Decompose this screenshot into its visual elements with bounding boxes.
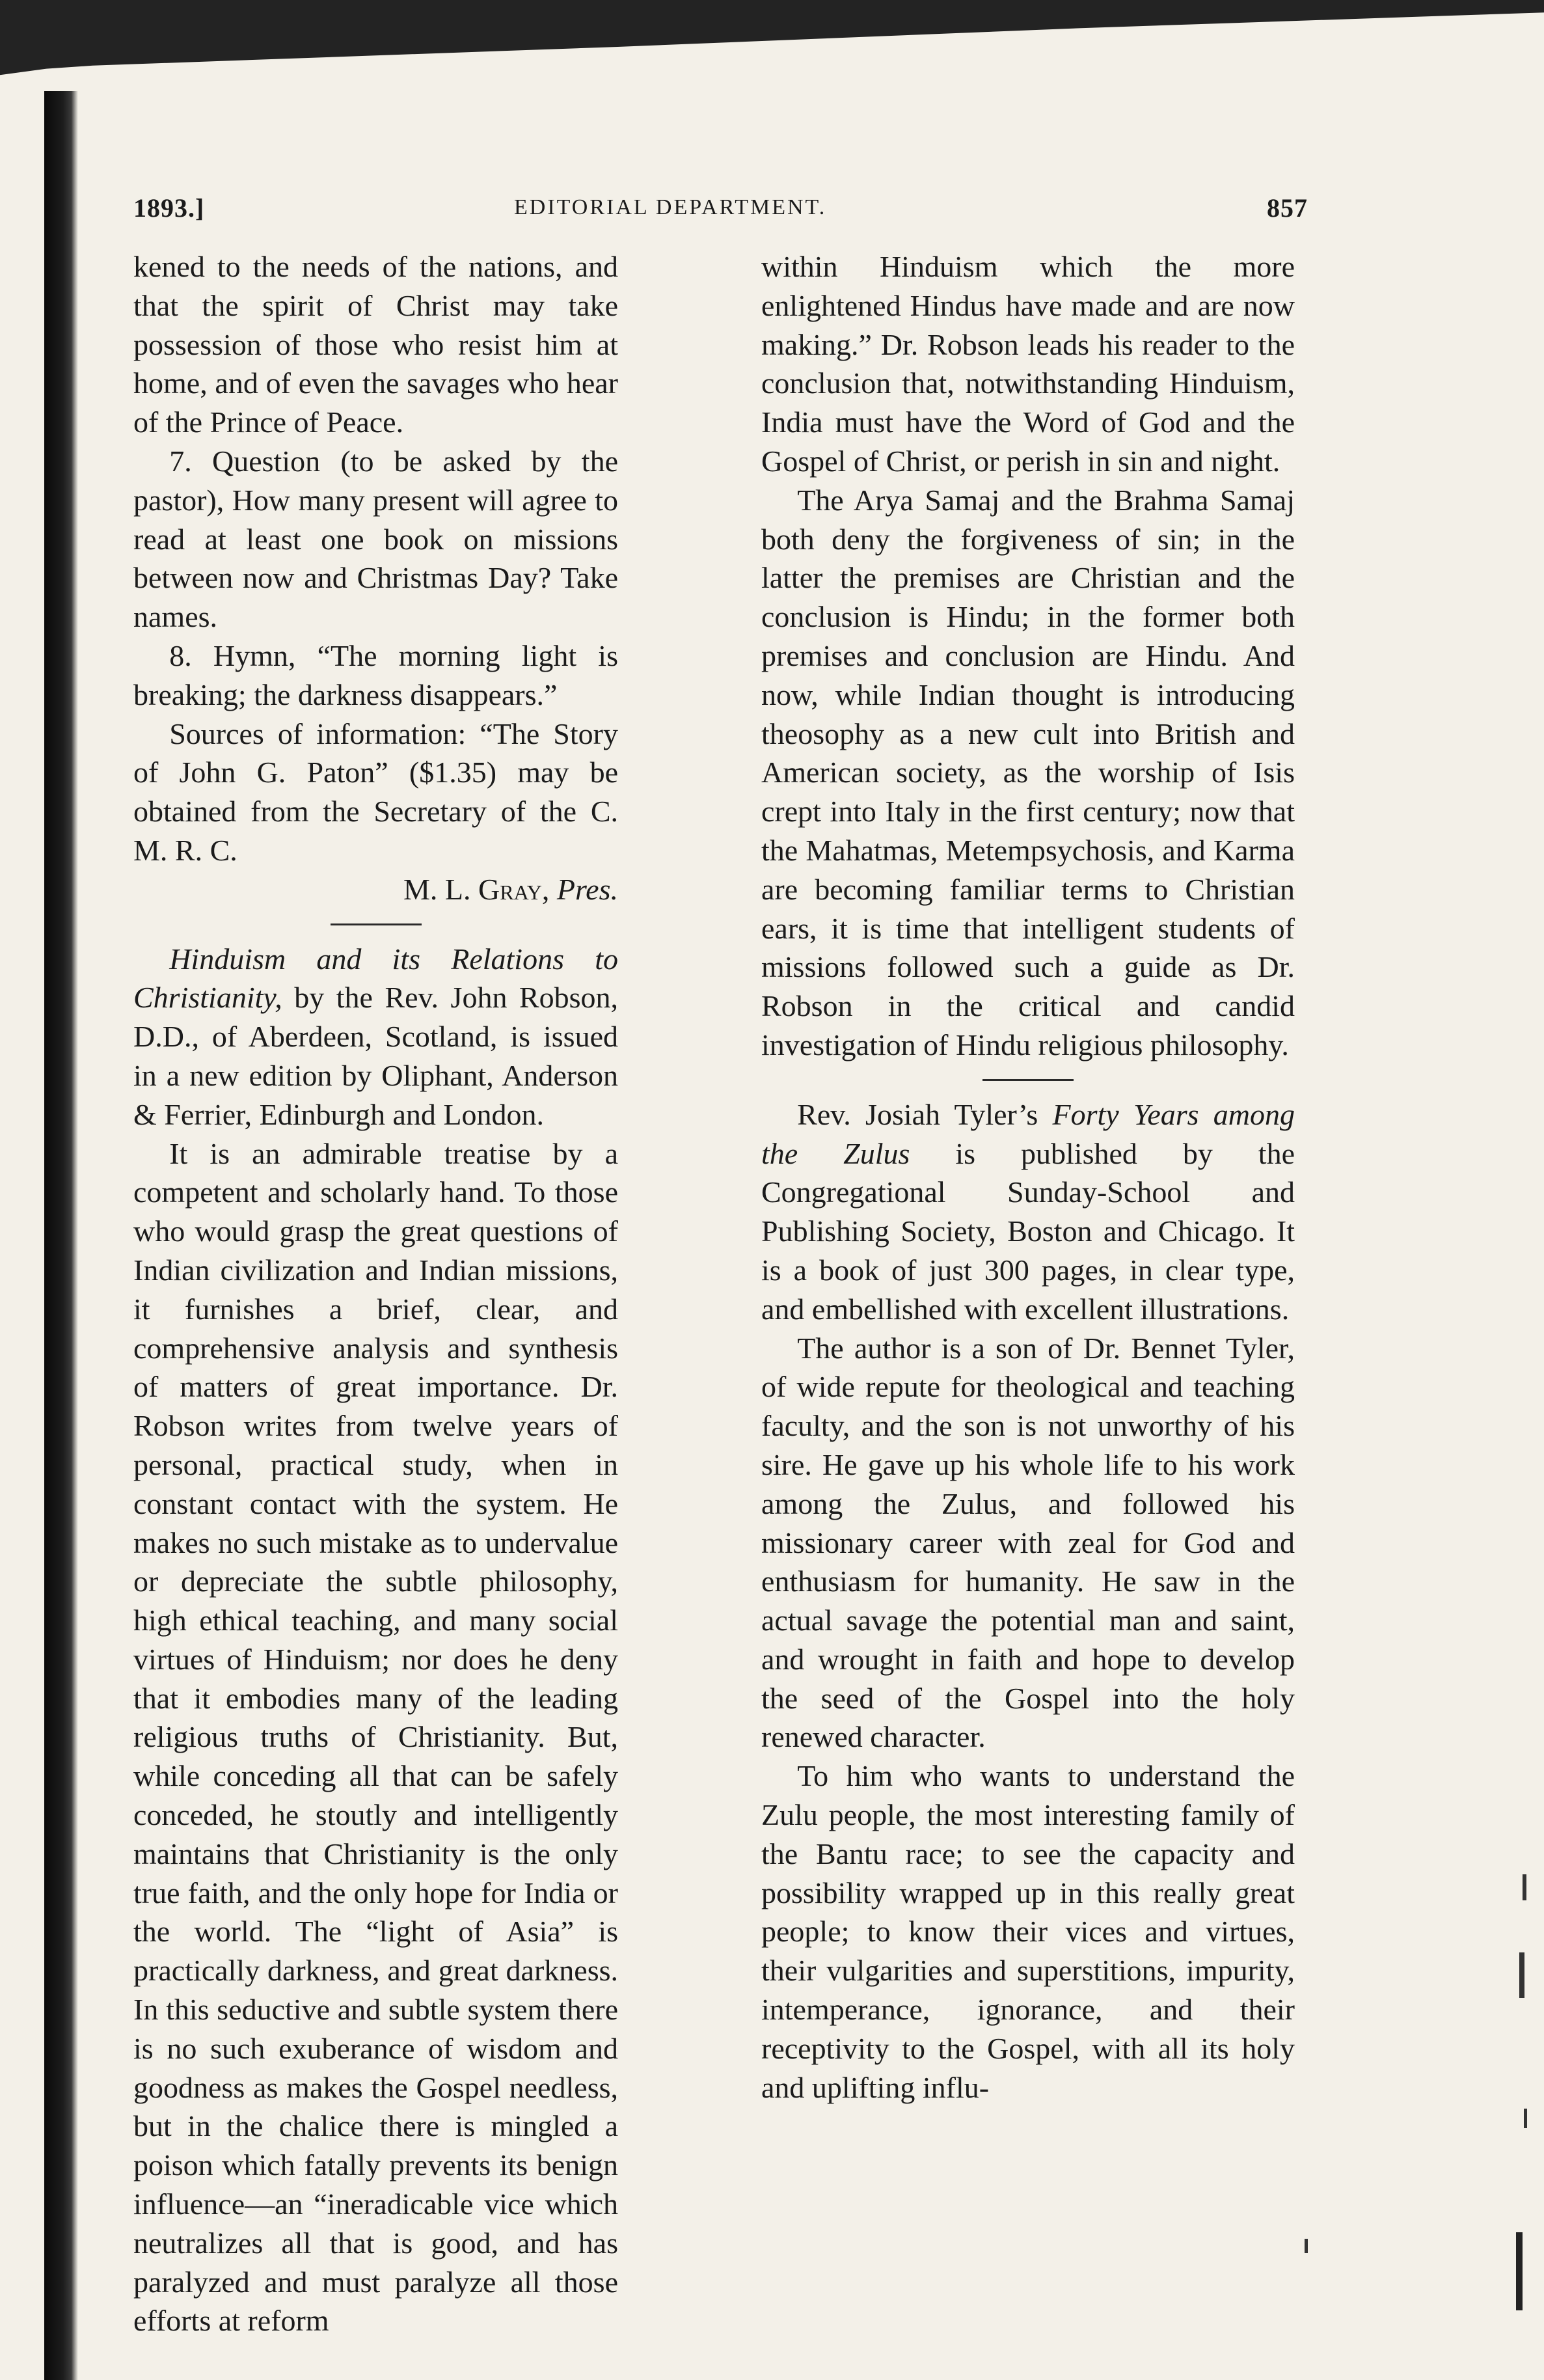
program-item-7: 7. Question (to be asked by the pastor), How many present will agree to read at least one book on missions between now and Christmas Day? Take names. xyxy=(133,444,618,634)
review-zulus-rest: is published by the Congregational Sunday-School and Publishing Society, Boston and Chicago. It is a book of just 300 pages, in clear type, and embellished with excellent illustrations. xyxy=(761,1136,1295,1326)
review-hinduism-intro-text: by the Rev. John Robson, D.D., of Aberdeen, Scotland, is issued in a new edition by Oliphant, Anderson & Ferrier, Edinburgh and London. xyxy=(133,981,619,1131)
signature-role: Pres. xyxy=(556,872,618,906)
scan-speck xyxy=(1516,2232,1523,2310)
right-column xyxy=(761,247,1295,2107)
review-hinduism-body: It is an admirable treatise by a competent and scholarly hand. To those who would grasp the great questions of Indian civilization and Indian missions, it furnishes a brief, clear, and comprehensive analysis and synthesis of matters of great importance. Dr. Robson writes from twelve years of personal, practical study, when in constant contact with the system. He makes no such mistake as to undervalue or depreciate the subtle philosophy, high ethical teaching, and many social virtues of Hinduism; nor does he deny that it embodies many of the leading religious truths of Christianity. But, while conceding all that can be safely conceded, he stoutly and intelligently maintains that Christianity is the only true faith, and the only hope for India or the world. The “light of Asia” is practically darkness, and great darkness. In this seductive and subtle system there is no such exuberance of wisdom and goodness as makes the Gospel needless, but in the chalice there is mingled a poison which fatally prevents its benign influence—an “ineradicable vice which neutralizes all that is good, and has paralyzed and must paralyze all those efforts at reform xyxy=(133,1136,618,2338)
signature xyxy=(133,870,618,909)
header-year: 1893.] xyxy=(133,193,205,223)
scan-edge-shadow-top xyxy=(0,0,1544,78)
scan-binding-shadow xyxy=(44,91,78,2380)
book-title-hinduism: Hinduism and its Relations to Christianity, xyxy=(133,942,618,1015)
review-zulus-intro xyxy=(761,1095,1295,1329)
signature-name: M. L. Gray, xyxy=(403,872,550,906)
paragraph-continued: within Hinduism which the more enlightened Hindus have made and are now making.” Dr. Robson leads his reader to the conclusion that, notwithstanding Hinduism, India must have the Word of God and the Gospel of Christ, or perish in sin and night. xyxy=(761,250,1295,478)
left-column xyxy=(133,247,618,2340)
scan-speck xyxy=(1524,2109,1527,2128)
section-divider xyxy=(982,1079,1074,1081)
paragraph-zulu-people: To him who wants to understand the Zulu people, the most interesting family of the Bantu race; to see the capacity and possibility wrapped up in this really great people; to know their vices and virtues, their vulgarities and superstitions, impurity, intemperance, ignorance, and their receptivity to the Gospel, with all its holy and uplifting influ- xyxy=(761,1759,1295,2104)
page-header xyxy=(133,193,1308,238)
header-page-number: 857 xyxy=(1267,193,1308,223)
header-title: EDITORIAL DEPARTMENT. xyxy=(514,195,827,219)
paragraph-continued: kened to the needs of the nations, and that the spirit of Christ may take possession of those who resist him at home, and of even the savages who hear of the Prince of Peace. xyxy=(133,250,618,439)
sources-paragraph: Sources of information: “The Story of John G. Paton” ($1.35) may be obtained from the Secretary of the C. M. R. C. xyxy=(133,717,618,867)
scan-speck xyxy=(1519,1952,1524,1998)
scan-speck xyxy=(1305,2239,1308,2253)
paragraph-arya-samaj: The Arya Samaj and the Brahma Samaj both deny the forgiveness of sin; in the latter the premises are Christian and the conclusion is Hindu; in the former both premises and conclusion are Hindu. And now, while Indian thought is introducing theosophy as a new cult into British and American society, as the worship of Isis crept into Italy in the first century; now that the Mahatmas, Metempsychosis, and Karma are becoming familiar terms to Christian ears, it is time that intelligent students of missions followed such a guide as Dr. Robson in the critical and candid investigation of Hindu religious philosophy. xyxy=(761,483,1295,1061)
book-title-zulus: Forty Years among the Zulus xyxy=(761,1097,1295,1170)
program-item-8: 8. Hymn, “The morning light is breaking; the darkness disappears.” xyxy=(133,638,618,711)
review-hinduism-intro xyxy=(133,940,618,1134)
paragraph-author: The author is a son of Dr. Bennet Tyler, of wide repute for theological and teaching faculty, and the son is not unworthy of his sire. He gave up his whole life to his work among the Zulus, and followed his missionary career with zeal for God and enthusiasm for humanity. He saw in the actual savage the potential man and saint, and wrought in faith and hope to develop the seed of the Gospel into the holy renewed character. xyxy=(761,1331,1295,1754)
review-zulus-prefix: Rev. Josiah Tyler’s xyxy=(797,1097,1038,1131)
scan-speck xyxy=(1523,1874,1526,1900)
section-divider xyxy=(331,923,422,925)
